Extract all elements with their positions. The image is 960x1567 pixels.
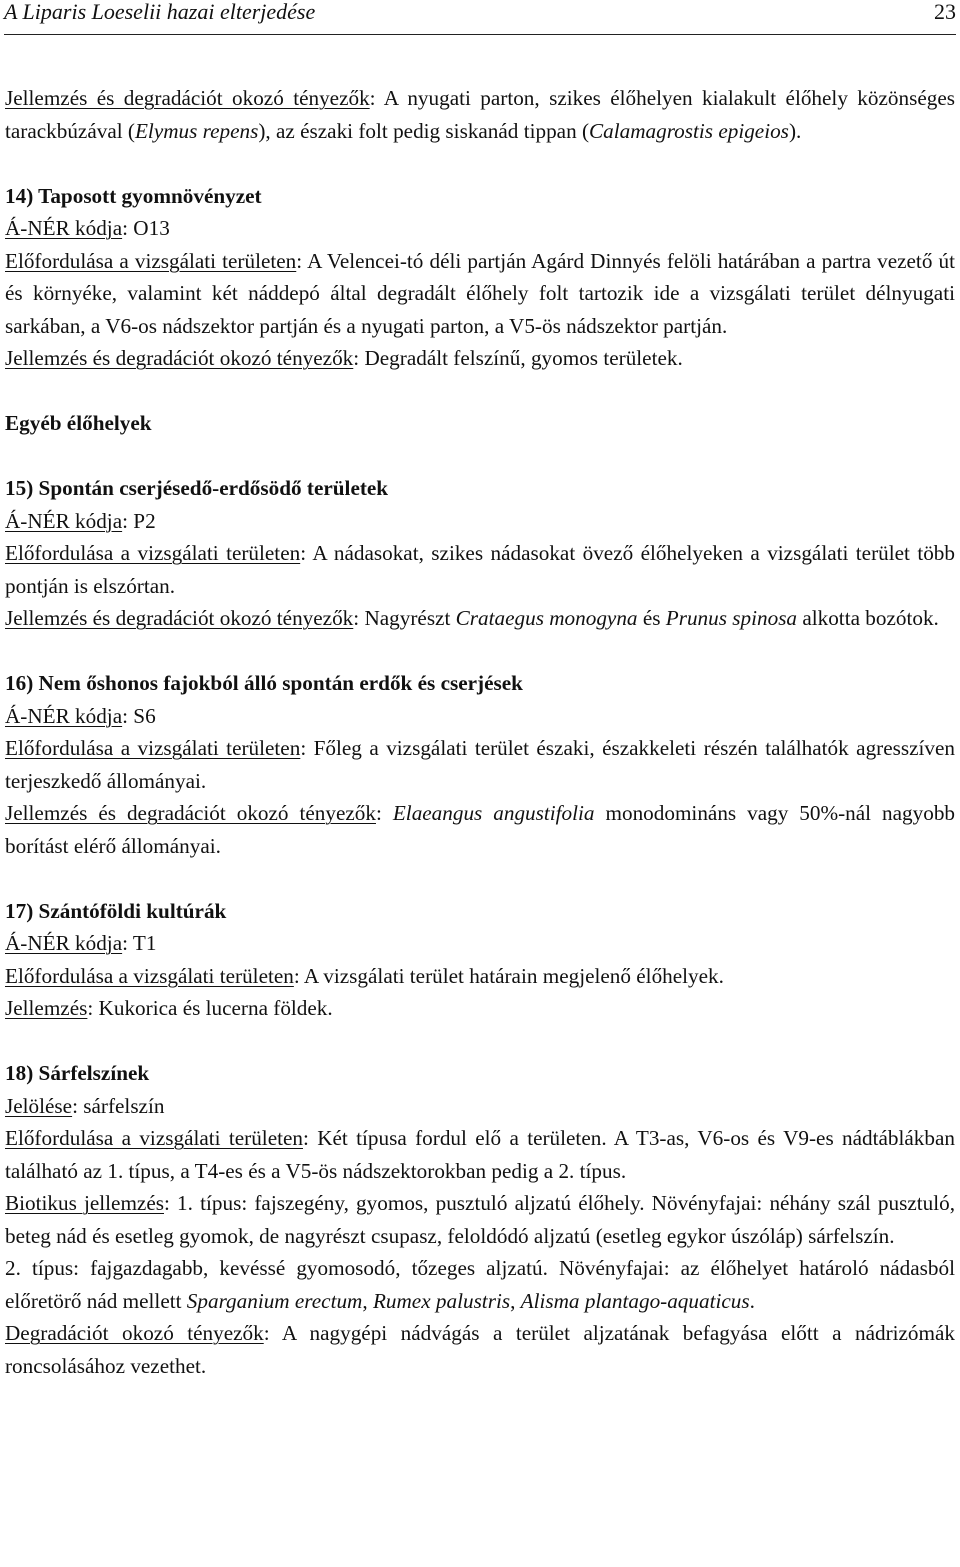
characteristics-16: Jellemzés és degradációt okozó tényezők: Elaeangus angustifolia monodomináns vagy 50%-nál nagyobb borítást elérő állományai.: [5, 801, 956, 858]
occurrence-16: Előfordulása a vizsgálati területen: Főleg a vizsgálati terület északi, északkeleti részén találhatók agresszíven terjeszkedő állományai.: [5, 736, 956, 793]
field-label: Jellemzés: [5, 996, 88, 1020]
section-heading-15: 15) Spontán cserjésedő-erdősödő területek: [5, 476, 389, 500]
section-heading-14: 14) Taposott gyomnövényzet: [5, 183, 262, 208]
code-line-14: Á-NÉR kódja: O13: [5, 216, 170, 240]
characteristics-17: Jellemzés: Kukorica és lucerna földek.: [5, 996, 333, 1020]
field-label: Jelölése: [5, 1093, 73, 1118]
field-label: Előfordulása a vizsgálati területen: [5, 736, 301, 760]
species-name: Elaeangus angustifolia: [392, 801, 595, 825]
section-heading-18: 18) Sárfelszínek: [5, 1061, 150, 1085]
field-label: Biotikus jellemzés: [5, 1191, 164, 1215]
field-label: Jellemzés és degradációt okozó tényezők: [5, 346, 354, 370]
occurrence-18: Előfordulása a vizsgálati területen: Két típusa fordul elő a területen. A T3-as, V6-os és V9-es nádtáblákban található az 1. típus, a T4-es és a V5-ös nádszektorokban pedig a 2. típus.: [5, 1126, 955, 1183]
degradation-18: Degradációt okozó tényezők: A nagygépi nádvágás a terület aljzatának befagyása előtt a nádrizómák roncsolásához vezethet.: [5, 1321, 955, 1378]
field-label: Előfordulása a vizsgálati területen: [5, 248, 297, 273]
intro-paragraph: Jellemzés és degradációt okozó tényezők: A nyugati parton, szikes élőhelyen kialakult élőhely közönséges tarackbúzával (Elymus repens), az északi folt pedig siskanád tippan (Calamagrostis epigeios).: [5, 86, 955, 143]
field-label: Á-NÉR kódja: [5, 216, 123, 240]
field-label: Á-NÉR kódja: [5, 703, 123, 728]
species-name: Sparganium erectum: [186, 1288, 363, 1313]
type2-description-18: 2. típus: fajgazdagabb, kevéssé gyomosodó, tőzeges aljzatú. Növényfajai: az élőhelyet határoló nádasból előretörő nád mellett Sparganium erectum, Rumex palustris, Alisma plantago-aquaticus.: [5, 1256, 955, 1313]
field-label: Jellemzés és degradációt okozó tényezők: [5, 606, 354, 630]
species-name: Prunus spinosa: [665, 606, 798, 630]
species-name: Crataegus monogyna: [455, 606, 638, 630]
group-heading-other-habitats: Egyéb élőhelyek: [5, 411, 152, 435]
biotic-characteristics-18: Biotikus jellemzés: 1. típus: fajszegény, gyomos, pusztuló aljzatú élőhely. Növényfajai: néhány szál pusztuló, beteg nád és esetleg gyomok, de nagyrészt csupasz, feloldódó aljzatú (esetleg egykor úszóláp) sárfelszín.: [5, 1191, 956, 1248]
page-body: [5, 82, 955, 1382]
running-title: A Liparis Loeselii hazai elterjedése: [4, 0, 316, 24]
characteristics-14: Jellemzés és degradációt okozó tényezők: Degradált felszínű, gyomos területek.: [5, 346, 683, 370]
occurrence-14: Előfordulása a vizsgálati területen: A Velencei-tó déli partján Agárd Dinnyés felöli határában a partra vezető út és környéke, valamint két náddepó által degradált élőhely folt tartozik ide a vizsgálati terület délnyugati sarkában, a V6-os nádszektor partján és a nyugati parton, a V5-ös nádszektor partján.: [5, 248, 955, 338]
field-label: Előfordulása a vizsgálati területen: [5, 1126, 303, 1150]
field-label: Jellemzés és degradációt okozó tényezők: [5, 86, 370, 110]
field-label: Előfordulása a vizsgálati területen: [5, 963, 294, 988]
occurrence-15: Előfordulása a vizsgálati területen: A nádasokat, szikes nádasokat övező élőhelyeken a vizsgálati terület több pontján is elszórtan.: [5, 541, 955, 598]
marking-18: Jelölése: sárfelszín: [5, 1093, 165, 1118]
field-label: Előfordulása a vizsgálati területen: [5, 541, 301, 565]
code-line-16: Á-NÉR kódja: S6: [5, 703, 156, 728]
field-label: Degradációt okozó tényezők: [5, 1321, 264, 1345]
species-name: Rumex palustris: [372, 1288, 511, 1313]
code-line-15: Á-NÉR kódja: P2: [5, 508, 156, 533]
section-heading-16: 16) Nem őshonos fajokból álló spontán erdők és cserjések: [5, 671, 523, 695]
page-number: 23: [934, 0, 956, 24]
running-header: [4, 0, 956, 35]
species-name: Calamagrostis epigeios: [589, 118, 789, 143]
section-heading-17: 17) Szántóföldi kultúrák: [5, 898, 227, 923]
field-label: Á-NÉR kódja: [5, 508, 123, 533]
species-name: Alisma plantago-aquaticus: [520, 1288, 750, 1313]
species-name: Elymus repens: [134, 118, 259, 143]
characteristics-15: Jellemzés és degradációt okozó tényezők: Nagyrészt Crataegus monogyna és Prunus spinosa alkotta bozótok.: [5, 606, 939, 630]
occurrence-17: Előfordulása a vizsgálati területen: A vizsgálati terület határain megjelenő élőhelyek.: [5, 963, 724, 988]
code-line-17: Á-NÉR kódja: T1: [5, 931, 157, 955]
field-label: Á-NÉR kódja: [5, 931, 123, 955]
field-label: Jellemzés és degradációt okozó tényezők: [5, 801, 376, 825]
